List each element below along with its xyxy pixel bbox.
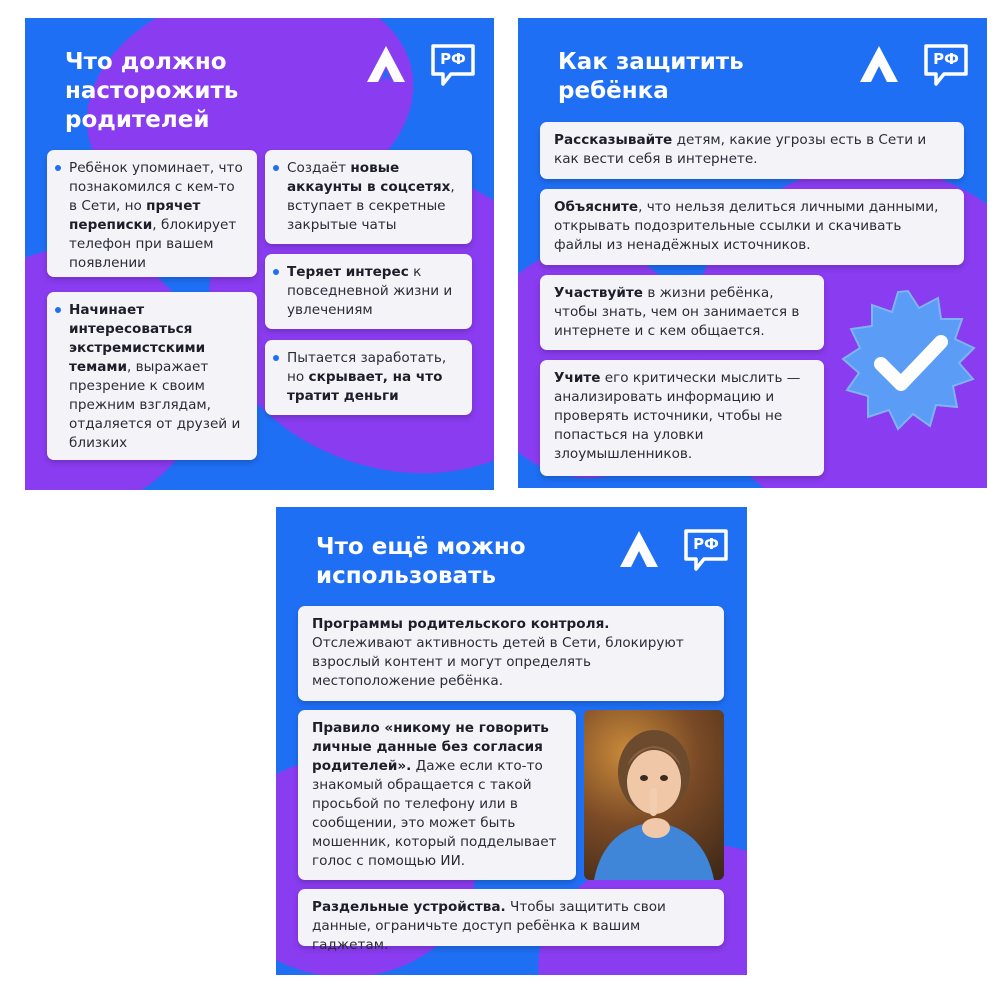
logo-badge-text: РФ	[440, 50, 466, 68]
panel-title: Что ещё можно использовать	[316, 534, 526, 589]
panel-what-else	[276, 507, 747, 975]
emphasis-text: Начинает интересоваться экстремистскими темами	[69, 302, 206, 375]
bullet-icon	[55, 165, 61, 171]
child-shushing-photo	[584, 710, 724, 880]
bullet-icon	[273, 355, 279, 361]
advice-card	[540, 360, 824, 476]
verified-check-badge-icon	[833, 286, 983, 436]
warning-card	[47, 292, 257, 460]
card-text: Отслеживают активность детей в Сети, блокируют взрослый контент и могут определять местоположение ребёнка.	[312, 635, 684, 689]
emphasis-text: новые аккаунты в соцсетях	[287, 160, 451, 195]
card-text: , блокирует телефон при вашем появлении	[69, 217, 237, 271]
card-text: детям, какие угрозы есть в Сети и как вести себя в интернете.	[554, 132, 927, 167]
brand-logo	[618, 527, 728, 579]
bullet-icon	[273, 269, 279, 275]
bullet-icon	[55, 307, 61, 313]
panel-how-to-protect	[518, 18, 987, 488]
card-text: Даже если кто-то знакомый обращается с такой просьбой по телефону или в сообщении, это может быть мошенник, который подделывает голос с помощью ИИ.	[312, 758, 557, 869]
brand-logo	[365, 42, 475, 94]
advice-card	[540, 275, 824, 350]
advice-card	[540, 122, 964, 179]
tool-card	[298, 606, 724, 701]
panel-warning-signs	[25, 18, 494, 490]
tool-card	[298, 889, 724, 953]
emphasis-text: Программы родительского контроля.	[312, 616, 610, 632]
card-text: к повседневной жизни и увлечениям	[287, 264, 453, 318]
emphasis-text: Рассказывайте	[554, 132, 673, 148]
logo-badge-text: РФ	[933, 50, 959, 68]
card-text: , вступает в секретные закрытые чаты	[287, 179, 455, 233]
warning-card	[47, 150, 257, 277]
emphasis-text: Теряет интерес	[287, 264, 409, 280]
card-text: , что нельзя делиться личными данными, открывать подозрительные ссылки и скачивать файлы из ненадёжных источников.	[554, 199, 939, 253]
card-text: Пытается заработать, но	[287, 350, 447, 385]
card-text: в жизни ребёнка, чтобы знать, чем он занимается в интернете и с кем общается.	[554, 285, 800, 339]
warning-card	[265, 254, 472, 329]
card-text: Ребёнок упоминает, что познакомился с кем-то в Сети, но	[69, 160, 243, 214]
warning-card	[265, 150, 472, 244]
panel-title: Как защитить ребёнка	[558, 49, 744, 104]
emphasis-text: прячет переписки	[69, 198, 201, 233]
emphasis-text: Участвуйте	[554, 285, 644, 301]
card-text: , выражает презрение к своим прежним взглядам, отдаляется от друзей и близких	[69, 359, 241, 451]
card-text: Создаёт	[287, 160, 351, 176]
emphasis-text: скрывает, на что тратит деньги	[287, 369, 443, 404]
emphasis-text: Объясните	[554, 199, 639, 215]
card-text: его критически мыслить — анализировать информацию и проверять источники, чтобы не попасться на уловки злоумышленников.	[554, 370, 801, 462]
brand-logo	[858, 42, 968, 94]
warning-card	[265, 340, 472, 415]
card-text: Чтобы защитить свои данные, ограничьте доступ ребёнка к вашим гаджетам.	[312, 899, 666, 953]
tool-card	[298, 710, 576, 880]
girl-finger-on-lips-image	[584, 710, 724, 880]
emphasis-text: Правило «никому не говорить личные данные без согласия родителей».	[312, 720, 549, 774]
emphasis-text: Учите	[554, 370, 601, 386]
logo-badge-text: РФ	[693, 535, 719, 553]
advice-card	[540, 189, 964, 265]
panel-title: Что должно насторожить родителей	[65, 49, 239, 133]
bullet-icon	[273, 165, 279, 171]
emphasis-text: Раздельные устройства.	[312, 899, 506, 915]
